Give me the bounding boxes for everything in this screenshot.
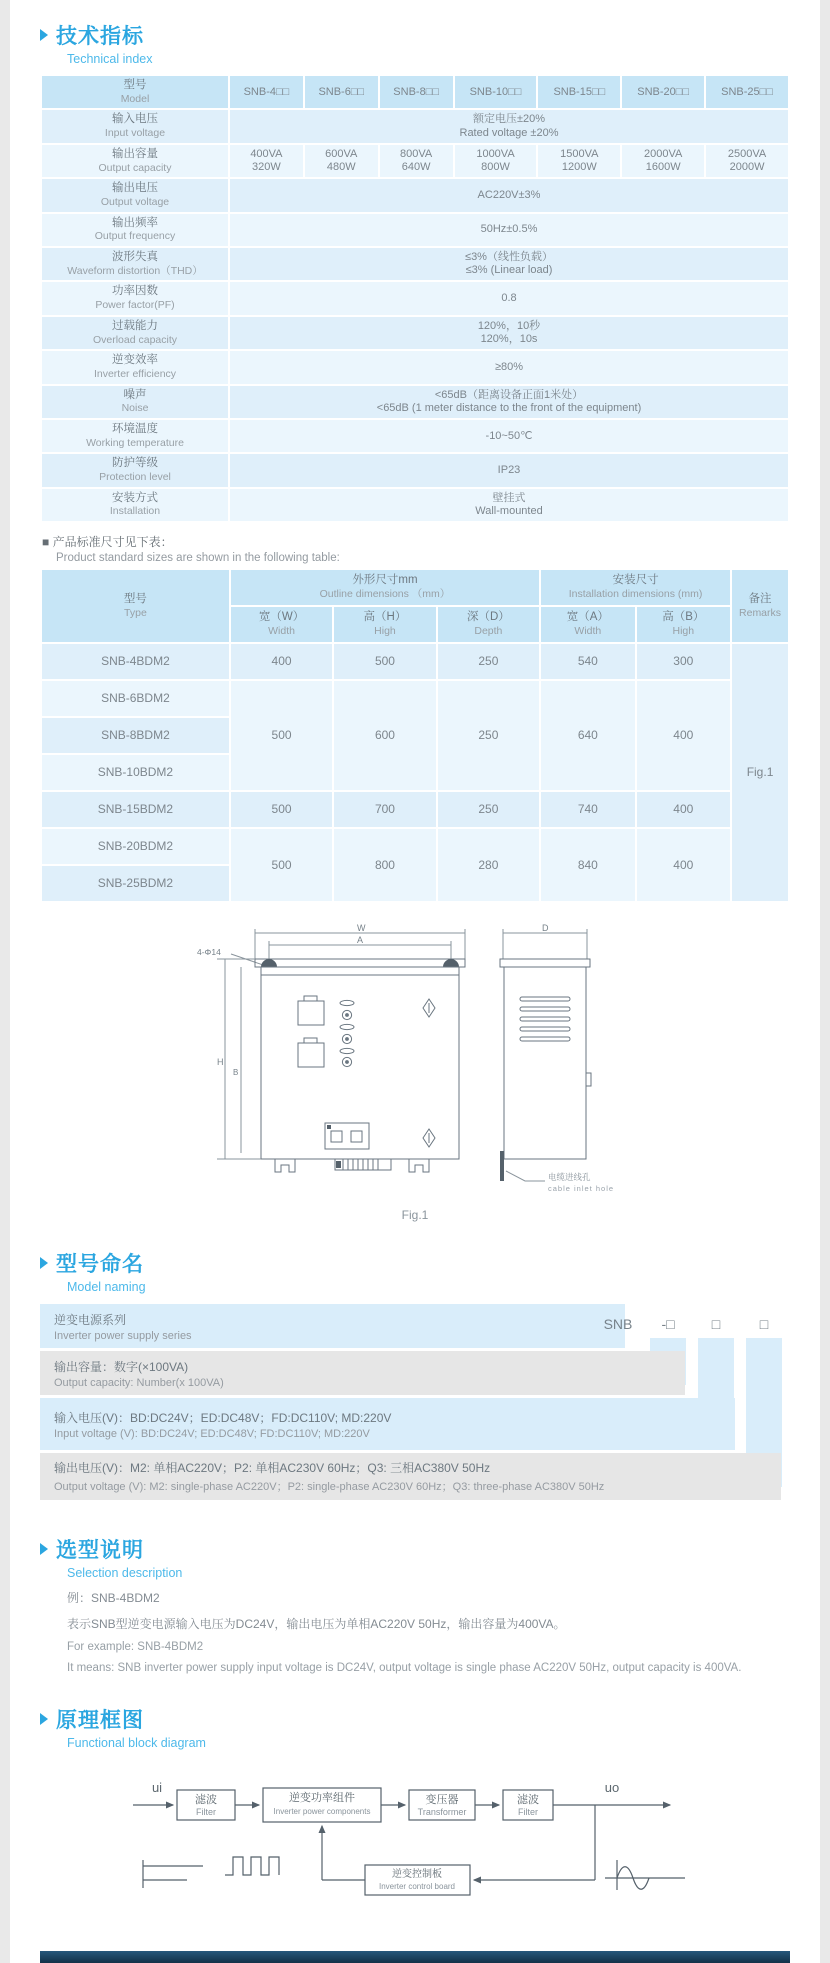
size-type-cell: SNB-15BDM2 xyxy=(42,792,229,827)
size-row: SNB-15BDM2 500 700 250 740 400 xyxy=(42,792,788,827)
capacity-cell: 1500VA 1200W xyxy=(538,145,620,177)
spec-row-installation xyxy=(42,489,788,521)
dim-b-label: B xyxy=(233,1068,239,1078)
section-head-diagram xyxy=(40,1704,790,1734)
spec-row-value: AC220V±3% xyxy=(230,179,788,211)
spec-model-cell: SNB-20□□ xyxy=(622,76,704,108)
capacity-cell: 2500VA 2000W xyxy=(706,145,788,177)
diagram-output-label: uo xyxy=(604,1780,620,1796)
spec-row-value: <65dB（距离设备正面1米处） <65dB (1 meter distance to the front of the equipment) xyxy=(230,386,788,418)
section-subtitle-diagram: Functional block diagram xyxy=(67,1736,206,1751)
section-arrow-icon xyxy=(40,1543,48,1555)
section-head-technical xyxy=(40,20,790,50)
spec-table xyxy=(40,74,790,523)
spec-header-model: 型号 Model xyxy=(42,76,228,108)
spec-model-cell: SNB-6□□ xyxy=(305,76,378,108)
spec-row-value: 120%，10秒 120%，10s xyxy=(230,317,788,349)
spec-row-thd xyxy=(42,248,788,280)
selection-meaning-en: It means: SNB inverter power supply input voltage is DC24V, output voltage is single phase AC220V 50Hz, output capacity is 400VA. xyxy=(67,1662,742,1675)
spec-row-value: ≥80% xyxy=(230,351,788,383)
spec-row-label: 环境温度 Working temperature xyxy=(42,420,228,452)
spec-row-protection xyxy=(42,454,788,486)
model-code-box: □ xyxy=(711,1316,721,1333)
spec-row-value: 额定电压±20% Rated voltage ±20% xyxy=(230,110,788,142)
size-header-row-1 xyxy=(42,570,788,605)
spec-row-value: 50Hz±0.5% xyxy=(230,214,788,246)
spec-row-value: 0.8 xyxy=(230,282,788,314)
model-code-prefix: SNB xyxy=(603,1316,633,1333)
section-title-naming: 型号命名 xyxy=(56,1253,144,1277)
naming-row-output-voltage: 输出电压(V)：M2: 单相AC220V；P2: 单相AC230V 60Hz；Q3: 三相AC380V 50Hz Output voltage (V): M2: single-phase AC220V；P2: single-phase AC230V 60Hz；Q3: three-phase AC380V 50Hz xyxy=(40,1453,781,1500)
transformer-label-en: Transformer xyxy=(417,1807,467,1818)
spec-model-cell: SNB-15□□ xyxy=(538,76,620,108)
naming-row-input-voltage: 输入电压(V)：BD:DC24V；ED:DC48V；FD:DC110V; MD:220V Input voltage (V): BD:DC24V; ED:DC48V; FD:DC110V; MD:220V xyxy=(40,1398,735,1450)
spec-row-output-voltage xyxy=(42,179,788,211)
spec-row-label: 功率因数 Power factor(PF) xyxy=(42,282,228,314)
section-arrow-icon xyxy=(40,1257,48,1269)
dim-w-label: W xyxy=(357,923,366,934)
spec-row-capacity xyxy=(42,145,788,177)
spec-row-label: 防护等级 Protection level xyxy=(42,454,228,486)
size-header-outline: 外形尺寸mm Outline dimensions （mm） xyxy=(231,570,539,605)
size-row: SNB-6BDM2 500 600 250 640 400 xyxy=(42,681,788,716)
spec-row-input-voltage xyxy=(42,110,788,142)
capacity-cell: 600VA 480W xyxy=(305,145,378,177)
size-table xyxy=(40,568,790,903)
model-naming-diagram xyxy=(40,1304,790,1500)
spec-row-value: -10~50℃ xyxy=(230,420,788,452)
dim-a-label: A xyxy=(357,935,364,946)
spec-row-label: 安装方式 Installation xyxy=(42,489,228,521)
filter2-label-zh: 滤波 xyxy=(517,1794,539,1807)
section-title-diagram: 原理框图 xyxy=(56,1709,144,1733)
size-type-cell: SNB-4BDM2 xyxy=(42,644,229,679)
capacity-cell: 1000VA 800W xyxy=(455,145,537,177)
selection-example-en: For example: SNB-4BDM2 xyxy=(67,1641,204,1654)
cable-inlet-label-zh: 电缆进线孔 xyxy=(548,1172,591,1183)
spec-row-label: 输出容量 Output capacity xyxy=(42,145,228,177)
capacity-cell: 400VA 320W xyxy=(230,145,303,177)
size-subcol: 高（B） High xyxy=(637,607,730,642)
size-subcol: 宽（W） Width xyxy=(231,607,332,642)
size-note: ■ 产品标准尺寸见下表： Product standard sizes are shown in the following table: xyxy=(42,535,340,565)
dim-h-label: H xyxy=(217,1057,224,1068)
section-subtitle-naming: Model naming xyxy=(67,1280,146,1295)
technical-drawing xyxy=(195,923,635,1222)
spec-row-temperature xyxy=(42,420,788,452)
section-title-selection: 选型说明 xyxy=(56,1539,144,1563)
transformer-label-zh: 变压器 xyxy=(425,1794,459,1807)
spec-row-label: 波形失真 Waveform distortion（THD） xyxy=(42,248,228,280)
spec-row-frequency xyxy=(42,214,788,246)
model-code-box: □ xyxy=(759,1316,769,1333)
spec-row-efficiency xyxy=(42,351,788,383)
size-type-cell: SNB-20BDM2 xyxy=(42,829,229,864)
figure-caption: Fig.1 xyxy=(401,1208,429,1223)
datasheet-page xyxy=(10,0,820,1963)
section-subtitle-technical: Technical index xyxy=(67,52,153,66)
size-subcol: 深（D） Depth xyxy=(438,607,539,642)
control-board-label-en: Inverter control board xyxy=(378,1882,456,1892)
capacity-cell: 2000VA 1600W xyxy=(622,145,704,177)
model-code-box: -□ xyxy=(661,1316,675,1333)
size-type-cell: SNB-6BDM2 xyxy=(42,681,229,716)
spec-row-label: 噪声 Noise xyxy=(42,386,228,418)
spec-row-value: ≤3%（线性负载） ≤3% (Linear load) xyxy=(230,248,788,280)
spec-row-value: IP23 xyxy=(230,454,788,486)
size-header-install: 安装尺寸 Installation dimensions (mm) xyxy=(541,570,730,605)
section-arrow-icon xyxy=(40,1713,48,1725)
spec-row-label: 输出频率 Output frequency xyxy=(42,214,228,246)
spec-header-row xyxy=(42,76,788,108)
filter2-label-en: Filter xyxy=(518,1807,538,1818)
spec-row-pf xyxy=(42,282,788,314)
spec-model-cell: SNB-10□□ xyxy=(455,76,537,108)
spec-row-label: 逆变效率 Inverter efficiency xyxy=(42,351,228,383)
control-board-label-zh: 逆变控制板 xyxy=(392,1869,442,1881)
filter1-label-zh: 滤波 xyxy=(195,1794,217,1807)
spec-model-cell: SNB-25□□ xyxy=(706,76,788,108)
selection-example-zh: 例：SNB-4BDM2 xyxy=(67,1591,160,1606)
spec-row-noise xyxy=(42,386,788,418)
spec-row-label: 输入电压 Input voltage xyxy=(42,110,228,142)
cabinet-drawing-svg xyxy=(195,923,635,1201)
size-remark-cell: Fig.1 xyxy=(732,644,788,901)
size-type-cell: SNB-8BDM2 xyxy=(42,718,229,753)
power-components-label-zh: 逆变功率组件 xyxy=(289,1792,355,1805)
spec-row-label: 输出电压 Output voltage xyxy=(42,179,228,211)
size-type-cell: SNB-10BDM2 xyxy=(42,755,229,790)
section-subtitle-selection: Selection description xyxy=(67,1566,183,1581)
section-head-naming xyxy=(40,1248,790,1278)
size-subcol: 高（H） High xyxy=(334,607,435,642)
size-type-cell: SNB-25BDM2 xyxy=(42,866,229,901)
dim-d-label: D xyxy=(542,923,549,934)
naming-row-series: 逆变电源系列 Inverter power supply series xyxy=(40,1304,625,1348)
size-header-remarks: 备注 Remarks xyxy=(732,570,788,642)
power-components-label-en: Inverter power components xyxy=(273,1807,371,1817)
size-row: SNB-20BDM2 500 800 280 840 400 xyxy=(42,829,788,864)
filter1-label-en: Filter xyxy=(196,1807,216,1818)
naming-row-capacity: 输出容量：数字(×100VA) Output capacity: Number(x 100VA) xyxy=(40,1351,685,1395)
footer-bar xyxy=(40,1951,790,1963)
diagram-input-label: ui xyxy=(151,1780,163,1796)
section-arrow-icon xyxy=(40,29,48,41)
size-subcol: 宽（A） Width xyxy=(541,607,634,642)
section-title-technical: 技术指标 xyxy=(56,25,144,48)
spec-row-overload xyxy=(42,317,788,349)
size-header-type: 型号 Type xyxy=(42,570,229,642)
spec-row-label: 过载能力 Overload capacity xyxy=(42,317,228,349)
mounting-holes-label: 4-Φ14 xyxy=(197,947,221,958)
section-head-selection xyxy=(40,1534,790,1564)
size-row: SNB-4BDM2 400 500 250 540 300 Fig.1 xyxy=(42,644,788,679)
selection-meaning-zh: 表示SNB型逆变电源输入电压为DC24V，输出电压为单相AC220V 50Hz，输出容量为400VA。 xyxy=(67,1617,566,1632)
spec-model-cell: SNB-4□□ xyxy=(230,76,303,108)
spec-model-cell: SNB-8□□ xyxy=(380,76,453,108)
block-diagram-svg xyxy=(125,1760,705,1920)
block-diagram xyxy=(125,1760,705,1925)
capacity-cell: 800VA 640W xyxy=(380,145,453,177)
cable-inlet-label-en: cable inlet hole xyxy=(548,1184,615,1194)
spec-row-value: 壁挂式 Wall-mounted xyxy=(230,489,788,521)
